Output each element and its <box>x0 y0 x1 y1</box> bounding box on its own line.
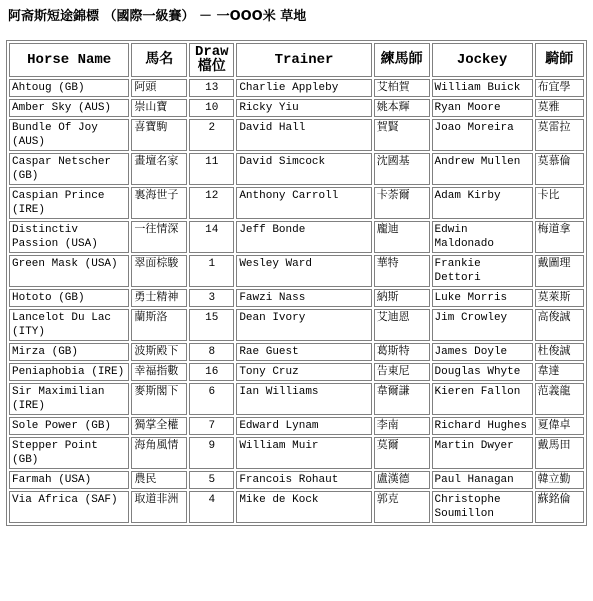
table-row <box>9 491 584 523</box>
table-row <box>9 383 584 415</box>
trainer-cell: Tony Cruz <box>236 363 371 381</box>
horse-name-cn-cell: 崇山寶 <box>131 99 187 117</box>
table-header-row <box>9 43 584 77</box>
jockey-cn-cell: 梅道拿 <box>535 221 584 253</box>
horse-name-cn-cell: 獨掌全權 <box>131 417 187 435</box>
trainer-cell: William Muir <box>236 437 371 469</box>
horse-name-cell: Green Mask (USA) <box>9 255 129 287</box>
trainer-cell: Ricky Yiu <box>236 99 371 117</box>
trainer-cell: Edward Lynam <box>236 417 371 435</box>
table-row <box>9 309 584 341</box>
horse-name-cell: Mirza (GB) <box>9 343 129 361</box>
jockey-cn-cell: 卡比 <box>535 187 584 219</box>
jockey-cell: Luke Morris <box>432 289 533 307</box>
jockey-cn-cell: 杜俊誠 <box>535 343 584 361</box>
trainer-cn-cell: 告東尼 <box>374 363 430 381</box>
trainer-cell: Dean Ivory <box>236 309 371 341</box>
jockey-cell: Christophe Soumillon <box>432 491 533 523</box>
trainer-cn-cell: 龐迪 <box>374 221 430 253</box>
trainer-cell: David Simcock <box>236 153 371 185</box>
horse-name-cn-cell: 取道非洲 <box>131 491 187 523</box>
jockey-cell: Andrew Mullen <box>432 153 533 185</box>
jockey-cell: Kieren Fallon <box>432 383 533 415</box>
horse-name-cn-cell: 蘭斯洛 <box>131 309 187 341</box>
header-trainer: Trainer <box>236 43 371 77</box>
table-row <box>9 79 584 97</box>
table-row <box>9 119 584 151</box>
table-row <box>9 343 584 361</box>
draw-cell: 7 <box>189 417 234 435</box>
horse-name-cell: Lancelot Du Lac (ITY) <box>9 309 129 341</box>
draw-cell: 3 <box>189 289 234 307</box>
horse-name-cell: Caspian Prince (IRE) <box>9 187 129 219</box>
table-row <box>9 471 584 489</box>
header-jockey-cn: 騎師 <box>535 43 584 77</box>
race-title: 阿斋斯短途錦標 （國際一級賽） － 一OOO米 草地 <box>8 9 307 24</box>
table-body <box>9 79 584 523</box>
trainer-cn-cell: 艾迪恩 <box>374 309 430 341</box>
horse-name-cell: Sole Power (GB) <box>9 417 129 435</box>
table-row <box>9 153 584 185</box>
horse-name-cn-cell: 農民 <box>131 471 187 489</box>
draw-cell: 16 <box>189 363 234 381</box>
trainer-cn-cell: 韋爾謙 <box>374 383 430 415</box>
trainer-cell: Francois Rohaut <box>236 471 371 489</box>
header-horse-name: Horse Name <box>9 43 129 77</box>
jockey-cell: William Buick <box>432 79 533 97</box>
jockey-cn-cell: 戴馬田 <box>535 437 584 469</box>
jockey-cell: Jim Crowley <box>432 309 533 341</box>
horse-name-cn-cell: 翠面棕駿 <box>131 255 187 287</box>
draw-cell: 9 <box>189 437 234 469</box>
horse-name-cn-cell: 裏海世子 <box>131 187 187 219</box>
trainer-cell: Rae Guest <box>236 343 371 361</box>
trainer-cell: Charlie Appleby <box>236 79 371 97</box>
header-jockey: Jockey <box>432 43 533 77</box>
horse-name-cn-cell: 一往情深 <box>131 221 187 253</box>
jockey-cn-cell: 莫慕倫 <box>535 153 584 185</box>
draw-cell: 1 <box>189 255 234 287</box>
jockey-cn-cell: 范義龍 <box>535 383 584 415</box>
horse-name-cn-cell: 畫壇名家 <box>131 153 187 185</box>
jockey-cell: Ryan Moore <box>432 99 533 117</box>
draw-cell: 13 <box>189 79 234 97</box>
jockey-cn-cell: 莫萊斯 <box>535 289 584 307</box>
trainer-cell: Jeff Bonde <box>236 221 371 253</box>
horse-name-cell: Caspar Netscher (GB) <box>9 153 129 185</box>
draw-cell: 4 <box>189 491 234 523</box>
jockey-cell: Joao Moreira <box>432 119 533 151</box>
jockey-cn-cell: 布宜學 <box>535 79 584 97</box>
draw-cell: 12 <box>189 187 234 219</box>
jockey-cn-cell: 莫雅 <box>535 99 584 117</box>
horse-name-cn-cell: 海角風情 <box>131 437 187 469</box>
horse-name-cn-cell: 喜寶駒 <box>131 119 187 151</box>
header-horse-name-cn: 馬名 <box>131 43 187 77</box>
header-draw: Draw 檔位 <box>189 43 234 77</box>
race-card-table <box>6 40 587 526</box>
draw-cell: 15 <box>189 309 234 341</box>
horse-name-cell: Ahtoug (GB) <box>9 79 129 97</box>
horse-name-cell: Farmah (USA) <box>9 471 129 489</box>
horse-name-cell: Amber Sky (AUS) <box>9 99 129 117</box>
jockey-cn-cell: 高俊誠 <box>535 309 584 341</box>
jockey-cn-cell: 夏偉卓 <box>535 417 584 435</box>
trainer-cell: Ian Williams <box>236 383 371 415</box>
table-row <box>9 255 584 287</box>
jockey-cell: Edwin Maldonado <box>432 221 533 253</box>
table-row <box>9 437 584 469</box>
trainer-cell: Wesley Ward <box>236 255 371 287</box>
horse-name-cell: Distinctiv Passion (USA) <box>9 221 129 253</box>
horse-name-cell: Bundle Of Joy (AUS) <box>9 119 129 151</box>
trainer-cn-cell: 艾柏賀 <box>374 79 430 97</box>
jockey-cn-cell: 莫雷拉 <box>535 119 584 151</box>
draw-cell: 8 <box>189 343 234 361</box>
table-row <box>9 417 584 435</box>
trainer-cn-cell: 郭克 <box>374 491 430 523</box>
jockey-cell: Richard Hughes <box>432 417 533 435</box>
table-row <box>9 363 584 381</box>
horse-name-cell: Stepper Point (GB) <box>9 437 129 469</box>
jockey-cn-cell: 蘇銘倫 <box>535 491 584 523</box>
draw-cell: 10 <box>189 99 234 117</box>
draw-cell: 6 <box>189 383 234 415</box>
table-row <box>9 99 584 117</box>
horse-name-cell: Peniaphobia (IRE) <box>9 363 129 381</box>
draw-cell: 5 <box>189 471 234 489</box>
trainer-cn-cell: 盧漢德 <box>374 471 430 489</box>
jockey-cell: Adam Kirby <box>432 187 533 219</box>
draw-cell: 11 <box>189 153 234 185</box>
draw-cell: 2 <box>189 119 234 151</box>
trainer-cn-cell: 納斯 <box>374 289 430 307</box>
trainer-cell: David Hall <box>236 119 371 151</box>
jockey-cell: Paul Hanagan <box>432 471 533 489</box>
trainer-cn-cell: 李南 <box>374 417 430 435</box>
trainer-cell: Mike de Kock <box>236 491 371 523</box>
jockey-cn-cell: 韓立勤 <box>535 471 584 489</box>
header-trainer-cn: 練馬師 <box>374 43 430 77</box>
trainer-cn-cell: 卡荼爾 <box>374 187 430 219</box>
jockey-cell: Frankie Dettori <box>432 255 533 287</box>
horse-name-cn-cell: 勇士精神 <box>131 289 187 307</box>
horse-name-cell: Via Africa (SAF) <box>9 491 129 523</box>
horse-name-cn-cell: 麥斯閣下 <box>131 383 187 415</box>
draw-cell: 14 <box>189 221 234 253</box>
trainer-cn-cell: 沈國基 <box>374 153 430 185</box>
jockey-cell: Martin Dwyer <box>432 437 533 469</box>
trainer-cell: Anthony Carroll <box>236 187 371 219</box>
trainer-cn-cell: 賀賢 <box>374 119 430 151</box>
jockey-cell: James Doyle <box>432 343 533 361</box>
horse-name-cn-cell: 波斯殿下 <box>131 343 187 361</box>
trainer-cn-cell: 華特 <box>374 255 430 287</box>
table-row <box>9 221 584 253</box>
table-row <box>9 187 584 219</box>
jockey-cell: Douglas Whyte <box>432 363 533 381</box>
trainer-cell: Fawzi Nass <box>236 289 371 307</box>
trainer-cn-cell: 姚本輝 <box>374 99 430 117</box>
horse-name-cell: Hototo (GB) <box>9 289 129 307</box>
jockey-cn-cell: 戴圖理 <box>535 255 584 287</box>
trainer-cn-cell: 莫爾 <box>374 437 430 469</box>
jockey-cn-cell: 韋達 <box>535 363 584 381</box>
horse-name-cell: Sir Maximilian (IRE) <box>9 383 129 415</box>
horse-name-cn-cell: 幸福指數 <box>131 363 187 381</box>
horse-name-cn-cell: 阿頭 <box>131 79 187 97</box>
trainer-cn-cell: 葛斯特 <box>374 343 430 361</box>
table-row <box>9 289 584 307</box>
